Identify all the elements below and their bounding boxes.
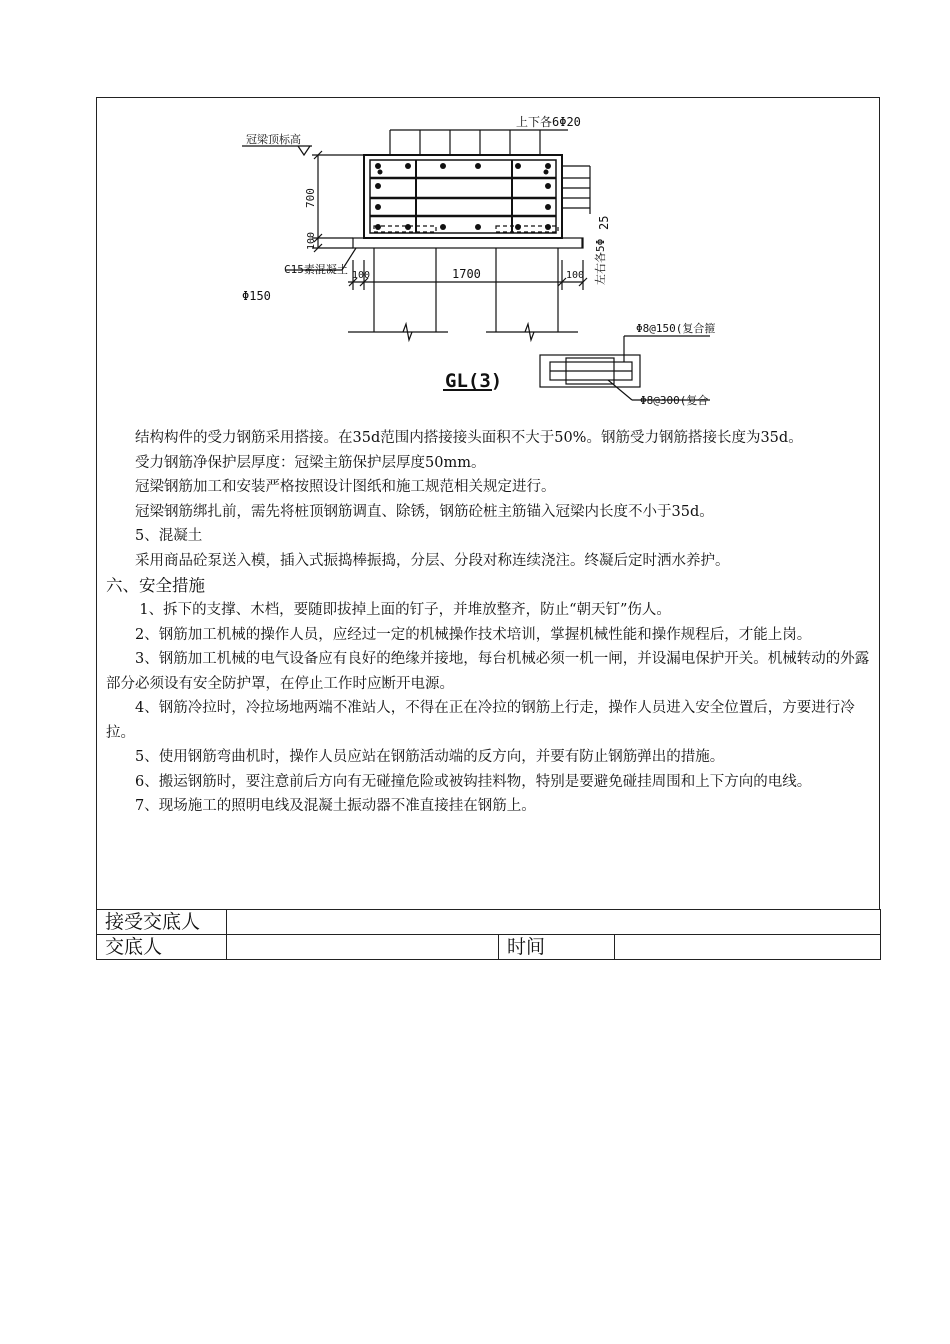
receiver-row [97,910,881,935]
item-concrete-title: 5、混凝土 [135,528,203,544]
dim-1700: 1700 [452,267,481,281]
signature-table [96,909,881,960]
time-field[interactable] [615,935,881,960]
safety-item: 6、搬运钢筋时，要注意前后方向有无碰撞危险或被钩挂料物，特别是要避免碰挂周围和上下方向的电线。 [135,773,812,790]
drawing-title: GL(3) [445,370,503,392]
label-crown-elevation: 冠梁顶标高 [246,133,301,146]
presenter-field[interactable] [227,935,499,960]
receiver-field[interactable] [227,910,881,935]
safety-item: 4、钢筋冷拉时，冷拉场地两端不准站人，不得在正在冷拉的钢筋上行走，操作人员进入安全位置后，方要进行冷拉。 [106,700,855,741]
label-side-rebar: 左右各5Φ [594,238,607,285]
dim-25: 25 [597,215,611,230]
label-c15-concrete: C15素混凝土 [284,263,348,276]
safety-item: 1、拆下的支撑、木档，要随即拔掉上面的钉子，并堆放整齐，防止“朝天钉”伤人。 [139,602,671,618]
dim-100-vertical: 100 [306,231,317,250]
label-stirrup-300: Φ8@300(复合 [640,394,709,407]
time-label: 时间 [499,935,615,960]
safety-item: 3、钢筋加工机械的电气设备应有良好的绝缘并接地，每台机械必须一机一闸，并设漏电保护开关。机械转动的外露部分必须设有安全防护罩，在停止工作时应断开电源。 [106,651,870,692]
paragraph-cover: 受力钢筋净保护层厚度：冠梁主筋保护层厚度50mm。 [135,454,486,471]
label-phi150: Φ150 [242,289,271,303]
paragraph-binding: 冠梁钢筋绑扎前，需先将桩顶钢筋调直、除锈，钢筋砼桩主筋锚入冠梁内长度不小于35d。 [135,503,714,520]
label-stirrup-150: Φ8@150(复合箍 [636,322,716,335]
section-safety-title: 六、安全措施 [106,576,205,595]
safety-item: 7、现场施工的照明电线及混凝土振动器不准直接挂在钢筋上。 [135,798,536,814]
receiver-label: 接受交底人 [97,910,227,935]
dim-700: 700 [304,188,317,208]
crown-beam-section-drawing [238,110,718,407]
safety-item: 2、钢筋加工机械的操作人员，应经过一定的机械操作技术培训，掌握机械性能和操作规程后，才能上岗。 [135,626,812,643]
beam-section-svg [238,110,718,407]
paragraph-fabrication: 冠梁钢筋加工和安装严格按照设计图纸和施工规范相关规定进行。 [135,479,556,495]
safety-item: 5、使用钢筋弯曲机时，操作人员应站在钢筋活动端的反方向，并要有防止钢筋弹出的措施。 [135,749,725,765]
paragraph-concrete: 采用商品砼泵送入模，插入式振捣棒振捣，分层、分段对称连续浇注。终凝后定时洒水养护。 [135,552,730,569]
presenter-label: 交底人 [97,935,227,960]
dim-100-right: 100 [566,270,585,281]
dim-100-left: 100 [352,270,371,281]
body-text [106,426,872,819]
paragraph-lap-splice: 结构构件的受力钢筋采用搭接。在35d范围内搭接接头面积不大于50%。钢筋受力钢筋搭接长度为35d。 [135,430,803,446]
presenter-row [97,935,881,960]
label-top-rebar: 上下各6Φ20 [516,115,581,129]
